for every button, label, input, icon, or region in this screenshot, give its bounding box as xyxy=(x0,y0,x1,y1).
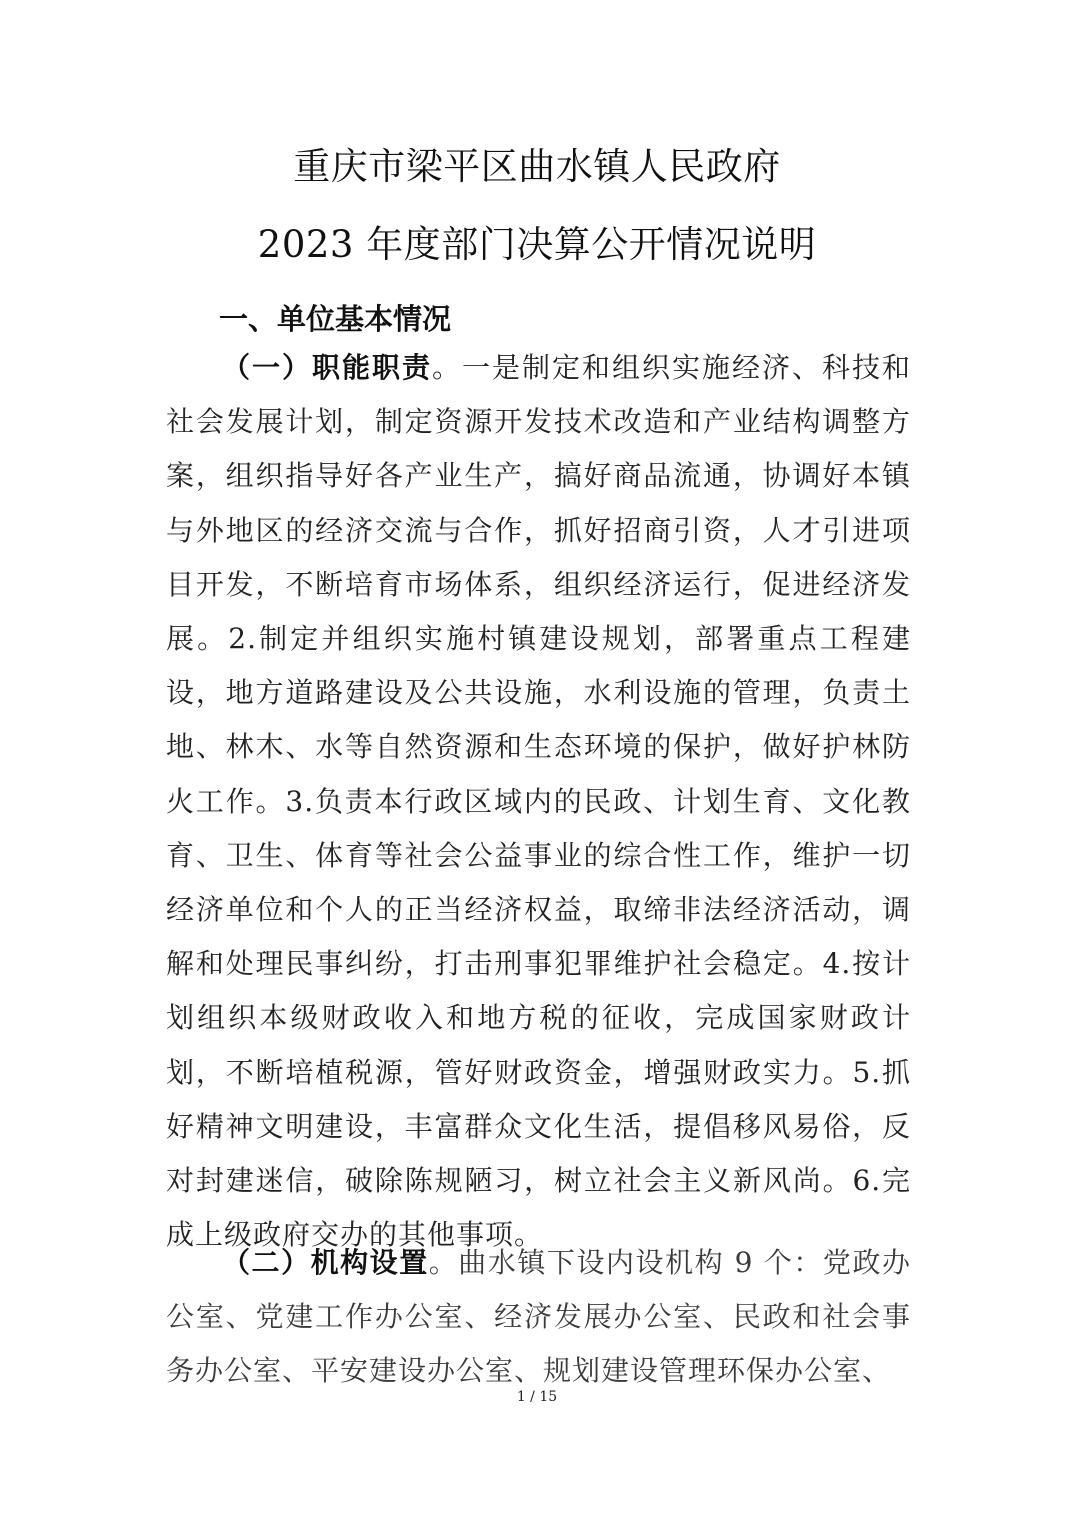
page-number: 1 / 15 xyxy=(516,1389,558,1405)
paragraph-organization xyxy=(166,1236,911,1399)
paragraph-body: 。曲水镇下设内设机构 9 个：党政办公室、党建工作办公室、经济发展办公室、民政和社会事务办公室、平安建设办公室、规划建设管理环保办公室、 xyxy=(166,1246,911,1388)
paragraph-responsibilities xyxy=(166,341,911,1262)
paragraph-body: 。一是制定和组织实施经济、科技和社会发展计划，制定资源开发技术改造和产业结构调整方案，组织指导好各产业生产，搞好商品流通，协调好本镇与外地区的经济交流与合作，抓好招商引资，人才引进项目开发，不断培育市场体系，组织经济运行，促进经济发展。2.制定并组织实施村镇建设规划，部署重点工程建设，地方道路建设及公共设施，水利设施的管理，负责土地、林木、水等自然资源和生态环境的保护，做好护林防火工作。3.负责本行政区域内的民政、计划生育、文化教育、卫生、体育等社会公益事业的综合性工作，维护一切经济单位和个人的正当经济权益，取缔非法经济活动，调解和处理民事纠纷，打击刑事犯罪维护社会稳定。4.按计划组织本级财政收入和地方税的征收，完成国家财政计划，不断培植税源，管好财政资金，增强财政实力。5.抓好精神文明建设，丰富群众文化生活，提倡移风易俗，反对封建迷信，破除陈规陋习，树立社会主义新风尚。6.完成上级政府交办的其他事项。 xyxy=(166,351,911,1252)
document-title-line1: 重庆市梁平区曲水镇人民政府 xyxy=(293,145,781,188)
paragraph-lead: （二）机构设置 xyxy=(222,1246,429,1279)
paragraph-lead: （一）职能职责 xyxy=(222,351,432,384)
document-title-line2: 2023 年度部门决算公开情况说明 xyxy=(257,223,817,266)
section-heading: 一、单位基本情况 xyxy=(219,302,452,336)
